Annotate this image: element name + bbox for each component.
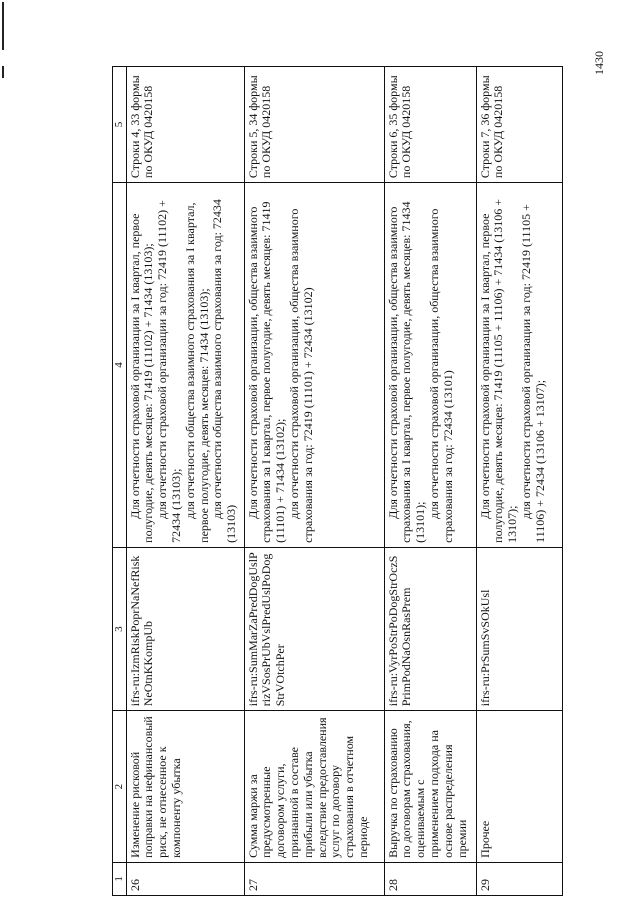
indicator-name: Выручка по страхованию по договорам страхования, оцениваемым с применением подхода на основе распределения премии — [384, 711, 476, 863]
formula-line: Для отчетности страховой организации, общества взаимного страхования за I квартал, первое полугодие, девять месяцев: 71419 (11101) + 71434 (13102); — [245, 201, 288, 543]
indicator-code: ifrs-ru:VyrPoStrPoDogStrOczSPrimPodNaOsnRasPrem — [384, 547, 476, 710]
indicator-code: ifrs-ru:SumMarZaPredDogUslPrizVSosPrUbVslPredUslPoDogStrVOtchPer — [244, 547, 384, 710]
source-reference: Строки 6, 35 формы по ОКУД 0420158 — [384, 67, 476, 183]
formula-line: для отчетности страховой организации, общества взаимного страхования за год: 72434 (13101) — [427, 208, 455, 543]
page-number: 1430 — [592, 51, 606, 75]
scan-edge-mark-top — [2, 2, 4, 50]
formula-line: Для отчетности страховой организации за I квартал, первое полугодие, девять месяцев: 71419 (11105 + 11106) + 71434 (13106 + 13107); — [477, 198, 520, 543]
table-row — [384, 67, 476, 896]
data-table — [112, 66, 563, 896]
scan-edge-mark-bottom — [2, 66, 4, 78]
header-row — [113, 67, 127, 896]
calculation-formula — [126, 183, 244, 548]
indicator-code: ifrs-ru:IzmRiskPoprNaNefRiskNeOtnKKompUb — [126, 547, 244, 710]
row-number: 26 — [126, 862, 244, 895]
header-cell-4: 4 — [113, 183, 127, 548]
row-number: 29 — [476, 862, 562, 895]
table-row — [244, 67, 384, 896]
source-reference: Строки 4, 33 формы по ОКУД 0420158 — [126, 67, 244, 183]
indicator-name: Сумма маржи за предусмотренные договором услуги, признанной в составе прибыли или убытка вследствие предоставления услуг по договору страхования в отчетном периоде — [244, 711, 384, 863]
header-cell-3: 3 — [113, 547, 127, 710]
header-cell-5: 5 — [113, 67, 127, 183]
header-cell-2: 2 — [113, 711, 127, 863]
calculation-formula — [476, 183, 562, 548]
formula-line: Для отчетности страховой организации, общества взаимного страхования за I квартал, первое полугодие, девять месяцев: 71434 (13101); — [385, 201, 428, 543]
header-cell-1: 1 — [113, 862, 127, 895]
source-reference: Строки 5, 34 формы по ОКУД 0420158 — [244, 67, 384, 183]
indicator-name: Изменение рисковой поправки на нефинансовый риск, не отнесенное к компоненту убытка — [126, 711, 244, 863]
row-number: 27 — [244, 862, 384, 895]
row-number: 28 — [384, 862, 476, 895]
calculation-formula — [244, 183, 384, 548]
source-reference: Строки 7, 36 формы по ОКУД 0420158 — [476, 67, 562, 183]
indicator-name: Прочее — [476, 711, 562, 863]
formula-line: для отчетности общества взаимного страхования за год: 72434 (13103) — [210, 199, 239, 543]
formula-line: для отчетности страховой организации, общества взаимного страхования за год: 72419 (11101) + 72434 (13102) — [287, 208, 315, 543]
formula-line: Для отчетности страховой организации за I квартал, первое полугодие, девять месяцев: 71419 (11102) + 71434 (13103); — [127, 213, 156, 543]
indicator-code: ifrs-ru:PrSumSvSOkUsl — [476, 547, 562, 710]
formula-line: для отчетности страховой организации за год: 72419 (11102) + 72434 (13103); — [155, 200, 184, 543]
table-row — [126, 67, 244, 896]
table-row — [476, 67, 562, 896]
calculation-formula — [384, 183, 476, 548]
rotated-table-container — [112, 66, 578, 896]
formula-line: для отчетности общества взаимного страхования за I квартал, первое полугодие, девять месяцев: 71434 (13103); — [182, 202, 211, 543]
formula-line: для отчетности страховой организации за год: 72419 (11105 + 11106) + 72434 (13106 + 13107); — [519, 204, 547, 543]
